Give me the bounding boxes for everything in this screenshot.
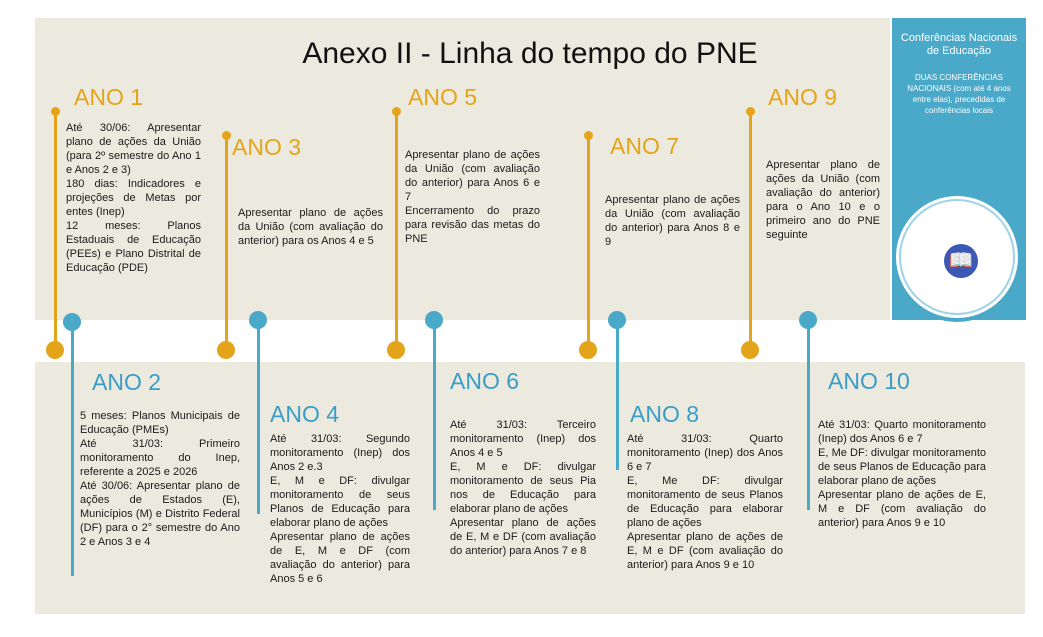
timeline-dot xyxy=(63,313,81,331)
timeline-dot-small xyxy=(51,107,60,116)
year-item: Encerramento do prazo para revisão das metas do PNE xyxy=(405,205,540,245)
timeline-dot xyxy=(387,341,405,359)
year-item: E, Me DF: divulgar monitoramento de seus Planos de Educação para elaborar plano de ações xyxy=(818,447,986,487)
timeline-stem xyxy=(433,320,436,510)
conferences-description: DUAS CONFERÊNCIAS NACIONAIS (com até 4 anos entre elas), precedidas de conferências locais xyxy=(907,73,1011,115)
timeline-dot-small xyxy=(584,131,593,140)
timeline-dot xyxy=(46,341,64,359)
year-description xyxy=(766,158,880,242)
year-item: Até 31/03: Quarto monitoramento (Inep) dos Anos 6 e 7 xyxy=(627,433,783,473)
year-item: Até 30/06: Apresentar plano de ações de Estados (E), Municípios (M) e Distrito Federal (DF) para o 2° semestre do Ano 2 e Anos 3 e 4 xyxy=(80,480,240,548)
timeline-stem xyxy=(71,322,74,576)
year-label: ANO 8 xyxy=(630,401,700,427)
timeline-stem xyxy=(257,320,260,514)
conferences-circle xyxy=(892,192,1022,322)
year-description xyxy=(605,193,740,249)
timeline-dot-small xyxy=(746,107,755,116)
timeline-stem xyxy=(395,112,398,350)
year-item: Apresentar plano de ações de E, M e DF (com avaliação do anterior) para Anos 9 e 10 xyxy=(627,531,783,571)
year-label: ANO 5 xyxy=(408,84,478,110)
timeline-dot xyxy=(741,341,759,359)
year-item: Apresentar plano de ações da União (com avaliação do anterior) para os Anos 4 e 5 xyxy=(238,207,383,247)
year-description xyxy=(818,418,986,530)
timeline-stem xyxy=(616,320,619,470)
timeline-stem xyxy=(54,112,57,350)
year-label: ANO 3 xyxy=(232,134,302,160)
year-item: Até 31/03: Primeiro monitoramento do Inep, referente a 2025 e 2026 xyxy=(80,438,240,478)
year-label: ANO 9 xyxy=(768,84,838,110)
year-item: Até 31/03: Segundo monitoramento (Inep) dos Anos 2 e.3 xyxy=(270,433,410,473)
timeline-dot xyxy=(799,311,817,329)
timeline-stem xyxy=(587,136,590,350)
timeline-dot-small xyxy=(392,107,401,116)
year-item: Apresentar plano de ações da União (com avaliação do anterior) para Anos 6 e 7 xyxy=(405,149,540,203)
year-item: 180 dias: Indicadores e projeções de Metas por entes (Inep) xyxy=(66,178,201,218)
year-item: Apresentar plano de ações de E, M e DF (com avaliação do anterior) para Anos 7 e 8 xyxy=(450,517,596,557)
timeline-dot xyxy=(579,341,597,359)
timeline-stem xyxy=(225,136,228,350)
year-label: ANO 4 xyxy=(270,401,340,427)
timeline-stem xyxy=(807,320,810,510)
timeline-dot xyxy=(425,311,443,329)
year-description xyxy=(450,418,596,558)
year-item: Apresentar plano de ações da União (com avaliação do anterior) para o Ano 10 e o primeiro ano do PNE seguinte xyxy=(766,159,880,241)
year-description xyxy=(238,206,383,248)
timeline-dot xyxy=(608,311,626,329)
year-item: 5 meses: Planos Municipais de Educação (PMEs) xyxy=(80,410,240,436)
timeline-dot xyxy=(217,341,235,359)
year-item: Apresentar plano de ações de E, M e DF (com avaliação do anterior) para Anos 9 e 10 xyxy=(818,489,986,529)
conferences-title: Conferências Nacionais de Educação xyxy=(900,32,1018,57)
year-description xyxy=(270,432,410,586)
timeline-dot xyxy=(249,311,267,329)
year-item: E, M e DF: divulgar monitoramento de seus Pia nos de Educação para elaborar plano de ações xyxy=(450,461,596,515)
year-item: Até 31/03: Terceiro monitoramento (Inep) dos Anos 4 e 5 xyxy=(450,419,596,459)
year-label: ANO 7 xyxy=(610,133,680,159)
year-description xyxy=(66,121,201,275)
year-item: Apresentar plano de ações de E, M e DF (com avaliação do anterior) para Anos 5 e 6 xyxy=(270,531,410,585)
year-item: 12 meses: Planos Estaduais de Educação (PEEs) e Plano Distrital de Educação (PDE) xyxy=(66,220,201,274)
year-description xyxy=(405,148,540,246)
year-description xyxy=(627,432,783,572)
timeline-dot-small xyxy=(222,131,231,140)
year-label: ANO 2 xyxy=(92,369,162,395)
year-item: Até 30/06: Apresentar plano de ações da União (para 2º semestre do Ano 1 e Anos 2 e 3) xyxy=(66,122,201,176)
timeline-stem xyxy=(749,112,752,350)
year-item: Apresentar plano de ações da União (com avaliação do anterior) para Anos 8 e 9 xyxy=(605,194,740,248)
year-label: ANO 6 xyxy=(450,368,520,394)
page-title: Anexo II - Linha do tempo do PNE xyxy=(302,37,758,70)
year-item: Até 31/03: Quarto monitoramento (Inep) dos Anos 6 e 7 xyxy=(818,419,986,445)
year-item: E, Me DF: divulgar monitoramento de seus Planos de Educação para elaborar plano de ações xyxy=(627,475,783,529)
book-icon: 📖 xyxy=(944,244,978,278)
year-description xyxy=(80,409,240,549)
year-label: ANO 1 xyxy=(74,84,144,110)
year-label: ANO 10 xyxy=(828,368,910,394)
year-item: E, M e DF: divulgar monitoramento de seus Planos de Educação para elaborar plano de ações xyxy=(270,475,410,529)
